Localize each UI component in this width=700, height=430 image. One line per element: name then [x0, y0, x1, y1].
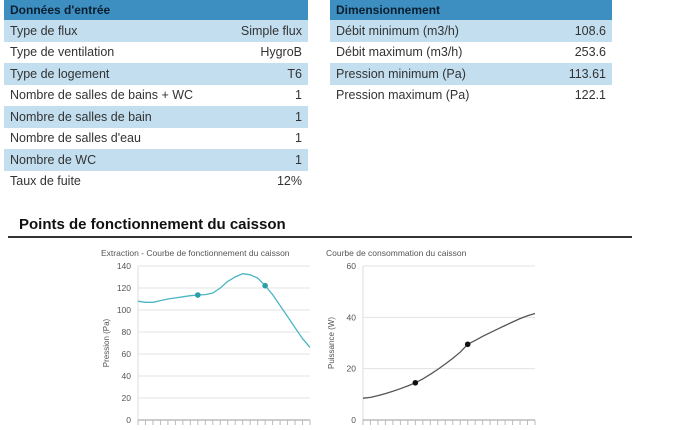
power-chart-y-tick-label: 0 — [351, 415, 356, 425]
power-chart-y-tick-label: 20 — [346, 363, 356, 374]
pressure-chart-y-tick-label: 60 — [121, 349, 131, 359]
table-row — [4, 171, 308, 193]
row-label: Nombre de salles de bain — [4, 106, 225, 128]
input-data-table — [4, 0, 308, 192]
pressure-chart-title: Extraction - Courbe de fonctionnement du caisson — [101, 248, 290, 258]
row-value: Simple flux — [225, 20, 308, 42]
pressure-chart-y-tick-label: 140 — [116, 261, 131, 271]
pressure-chart-y-tick-label: 80 — [121, 327, 131, 337]
power-chart-y-tick-label: 60 — [346, 261, 356, 271]
row-value: 1 — [295, 88, 302, 103]
row-value: 1 — [225, 149, 308, 171]
power-chart-y-tick-label: 40 — [346, 312, 356, 323]
power-chart-series-line — [363, 314, 535, 399]
pressure-chart-y-tick-label: 40 — [121, 371, 131, 381]
table-row — [330, 42, 612, 64]
row-value: 1 — [295, 131, 302, 146]
row-label: Nombre de WC — [4, 149, 225, 171]
pressure-chart-y-tick-label: 0 — [126, 415, 131, 425]
table-row — [4, 63, 308, 85]
sizing-title: Dimensionnement — [330, 0, 612, 20]
power-chart-y-axis-label: Puissance (W) — [327, 316, 336, 370]
pressure-chart-series-line — [138, 274, 310, 348]
table-row — [330, 63, 612, 85]
table-row — [4, 42, 308, 64]
pressure-chart-y-axis-label: Pression (Pa) — [102, 318, 111, 368]
sizing-table — [330, 0, 612, 106]
row-label: Nombre de salles d'eau — [10, 131, 141, 146]
pressure-chart-y-tick-label: 20 — [121, 393, 131, 403]
pressure-chart-y-tick-label: 120 — [116, 283, 131, 293]
row-value: 122.1 — [574, 88, 606, 103]
power-chart — [320, 244, 545, 430]
input-data-title: Données d'entrée — [4, 0, 308, 20]
power-chart-operating-point — [465, 341, 471, 347]
section-title: Points de fonctionnement du caisson — [19, 216, 286, 233]
table-row — [4, 128, 308, 150]
table-row — [4, 149, 308, 171]
table-row — [4, 20, 308, 42]
table-row — [330, 85, 612, 107]
row-label: Pression minimum (Pa) — [330, 63, 541, 85]
row-label: Débit maximum (m3/h) — [336, 45, 463, 60]
row-label: Type de flux — [4, 20, 225, 42]
row-label: Type de ventilation — [10, 45, 115, 60]
row-label: Pression maximum (Pa) — [336, 88, 470, 103]
row-value: 253.6 — [574, 45, 606, 60]
row-label: Type de logement — [4, 63, 225, 85]
row-label: Taux de fuite — [10, 174, 81, 189]
table-row — [4, 106, 308, 128]
power-chart-operating-point — [413, 380, 419, 386]
row-value: HygroB — [260, 45, 302, 60]
row-value: 113.61 — [541, 63, 612, 85]
power-chart-title: Courbe de consommation du caisson — [326, 248, 467, 258]
pressure-chart-operating-point — [262, 283, 268, 289]
row-value: T6 — [225, 63, 308, 85]
table-row — [4, 85, 308, 107]
pressure-chart-y-tick-label: 100 — [116, 305, 131, 315]
row-value: 108.6 — [541, 20, 612, 42]
section-divider — [8, 236, 632, 238]
pressure-chart-operating-point — [195, 292, 201, 298]
row-label: Nombre de salles de bains + WC — [10, 88, 194, 103]
row-value: 12% — [276, 174, 302, 189]
pressure-chart — [95, 244, 320, 430]
row-value: 1 — [225, 106, 308, 128]
row-label: Débit minimum (m3/h) — [330, 20, 541, 42]
table-row — [330, 20, 612, 42]
